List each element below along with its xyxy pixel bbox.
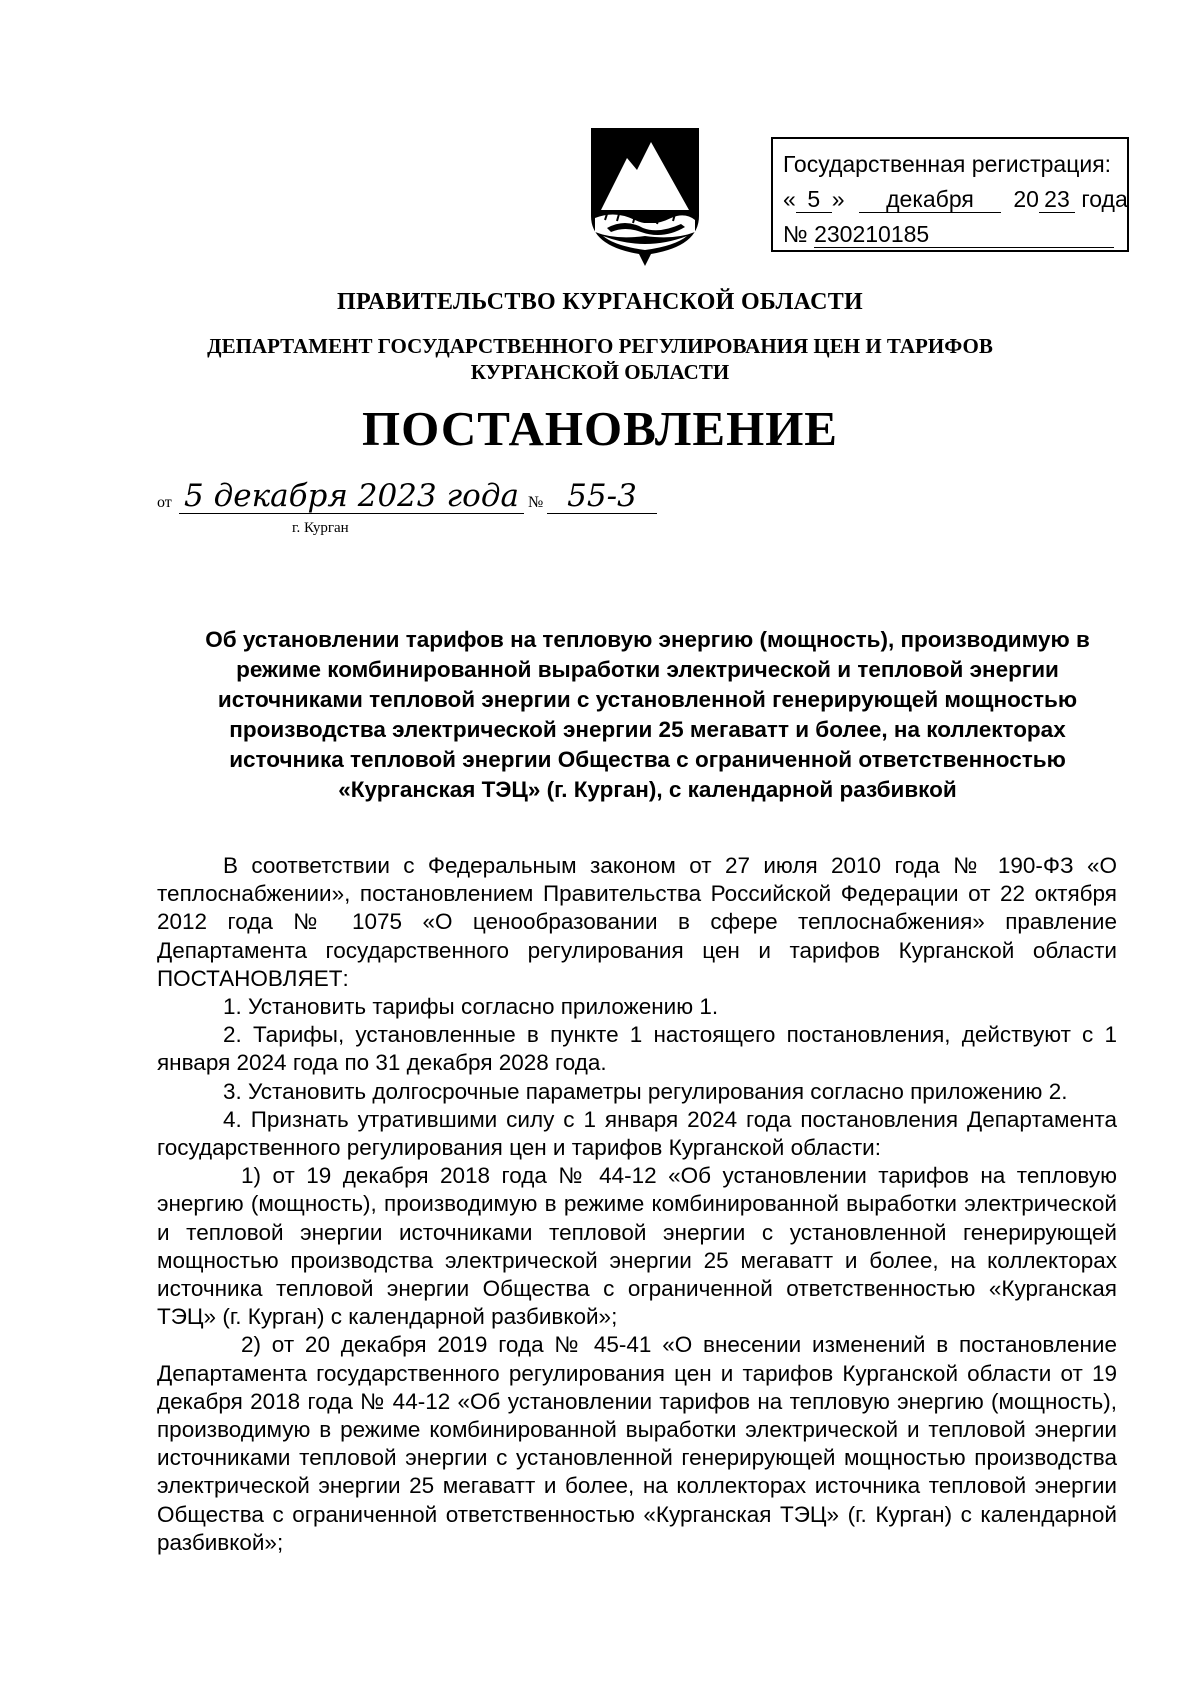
government-name: ПРАВИТЕЛЬСТВО КУРГАНСКОЙ ОБЛАСТИ <box>336 289 864 315</box>
decree-date: 5 декабря 2023 года <box>179 479 524 514</box>
registration-year: 23 <box>1039 186 1075 213</box>
document-body <box>157 852 1117 1557</box>
registration-day: 5 <box>796 186 832 213</box>
clause-2: 2. Тарифы, установленные в пункте 1 настоящего постановления, действуют с 1 января 2024 года по 31 декабря 2028 года. <box>157 1022 1117 1076</box>
decree-number: 55-3 <box>547 479 657 514</box>
decree-city: г. Курган <box>292 520 349 536</box>
document-title: Об установлении тарифов на тепловую энергию (мощность), производимую в режиме комбинированной выработки электрической и тепловой энергии источниками тепловой энергии с установленной генерирующей мощностью производства электрической энергии 25 мегаватт и более, на коллекторах источника тепловой энергии Общества с ограниченной ответственностью «Курганская ТЭЦ» (г. Курган), с календарной разбивкой <box>205 627 1090 802</box>
subclause-2: 2) от 20 декабря 2019 года № 45-41 «О внесении изменений в постановление Департамента государственного регулирования цен и тарифов Курганской области от 19 декабря 2018 года № 44-12 «Об установлении тарифов на тепловую энергию (мощность), производимую в режиме комбинированной выработки электрической и тепловой энергии источниками тепловой энергии с установленной генерирующей мощностью производства электрической энергии 25 мегаватт и более, на коллекторах источника тепловой энергии Общества с ограниченной ответственностью «Курганская ТЭЦ» (г. Курган) с календарной разбивкой»; <box>157 1332 1117 1555</box>
coat-of-arms-icon <box>585 124 705 269</box>
clause-3: 3. Установить долгосрочные параметры регулирования согласно приложению 2. <box>223 1078 1068 1104</box>
document-type: ПОСТАНОВЛЕНИЕ <box>362 401 838 456</box>
clause-4: 4. Признать утратившими силу с 1 января 2024 года постановления Департамента государственного регулирования цен и тарифов Курганской области: <box>157 1106 1117 1161</box>
department-name: ДЕПАРТАМЕНТ ГОСУДАРСТВЕННОГО РЕГУЛИРОВАНИЯ ЦЕН И ТАРИФОВ КУРГАНСКОЙ ОБЛАСТИ <box>207 334 993 384</box>
registration-number-row: № 230210185 <box>783 217 1119 252</box>
preamble-paragraph: В соответствии с Федеральным законом от 27 июля 2010 года № 190-ФЗ «О теплоснабжении», постановлением Правительства Российской Федерации от 22 октября 2012 года № 1075 «О ценообразовании в сфере теплоснабжения» правление Департамента государственного регулирования цен и тарифов Курганской области ПОСТАНОВЛЯЕТ: <box>157 853 1117 991</box>
registration-label: Государственная регистрация: <box>783 151 1112 177</box>
registration-stamp <box>771 137 1129 252</box>
registration-month: декабря <box>859 186 1001 213</box>
registration-date: « 5 » декабря 20 23 года <box>783 186 1128 212</box>
clause-1: 1. Установить тарифы согласно приложению 1. <box>223 994 719 1020</box>
registration-number: 230210185 <box>814 221 1114 248</box>
decree-date-line: от 5 декабря 2023 года № 55-3 <box>157 478 677 518</box>
subclause-1: 1) от 19 декабря 2018 года № 44-12 «Об установлении тарифов на тепловую энергию (мощность), производимую в режиме комбинированной выработки электрической и тепловой энергии источниками тепловой энергии с установленной генерирующей мощностью производства электрической энергии 25 мегаватт и более, на коллекторах источника тепловой энергии Общества с ограниченной ответственностью «Курганская ТЭЦ» (г. Курган) с календарной разбивкой»; <box>157 1163 1117 1330</box>
